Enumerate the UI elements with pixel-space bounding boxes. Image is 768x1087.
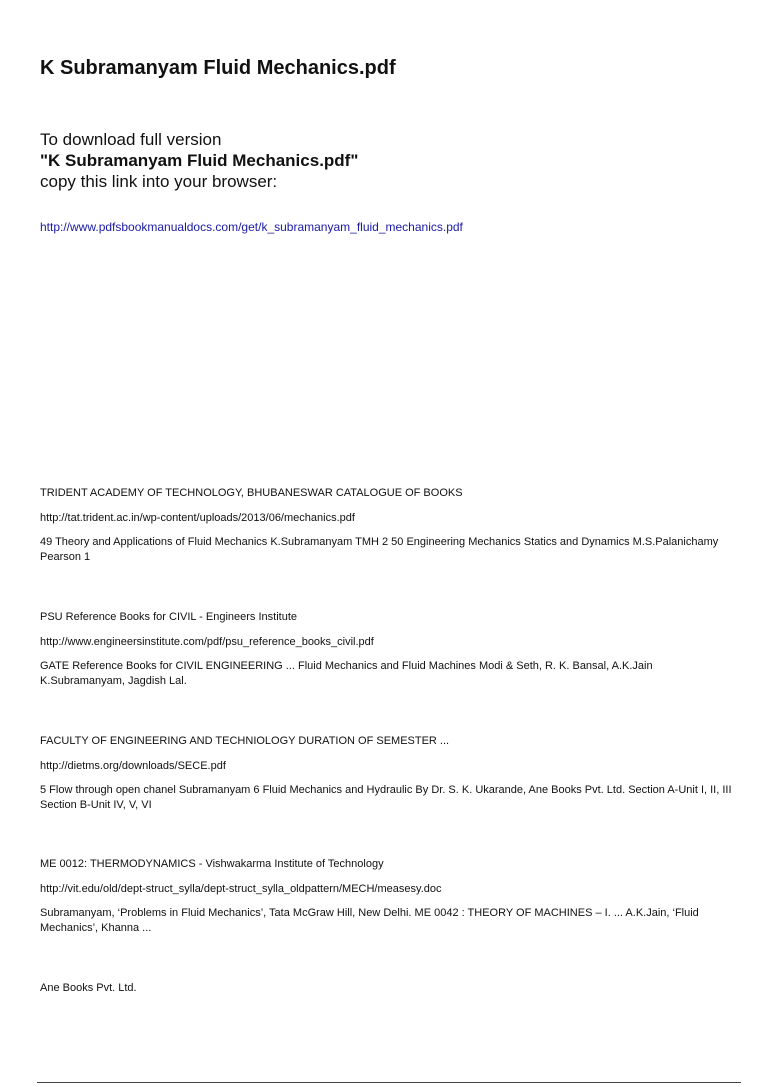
download-link[interactable]: http://www.pdfsbookmanualdocs.com/get/k_subramanyam_fluid_mechanics.pdf (40, 220, 463, 234)
entry-description: 49 Theory and Applications of Fluid Mechanics K.Subramanyam TMH 2 50 Engineering Mechanics Statics and Dynamics M.S.Palanichamy Pearson 1 (40, 536, 719, 563)
page-title: K Subramanyam Fluid Mechanics.pdf (40, 57, 396, 79)
entry-url: http://dietms.org/downloads/SECE.pdf (40, 760, 226, 772)
entry-url: http://tat.trident.ac.in/wp-content/uploads/2013/06/mechanics.pdf (40, 512, 355, 524)
result-entry (40, 486, 740, 565)
entry-title: PSU Reference Books for CIVIL - Engineers Institute (40, 611, 297, 623)
intro-file-name: "K Subramanyam Fluid Mechanics.pdf" (40, 151, 359, 170)
entry-description: Subramanyam, ‘Problems in Fluid Mechanics’, Tata McGraw Hill, New Delhi. ME 0042 : THEORY OF MACHINES – I. ... A.K.Jain, ‘Fluid Mechanics’, Khanna ... (40, 907, 699, 934)
entry-title: ME 0012: THERMODYNAMICS - Vishwakarma Institute of Technology (40, 858, 384, 870)
result-entry (40, 734, 740, 813)
entry-description: GATE Reference Books for CIVIL ENGINEERING ... Fluid Mechanics and Fluid Machines Modi & Seth, R. K. Bansal, A.K.Jain K.Subramanyam, Jagdish Lal. (40, 660, 653, 687)
intro-line: To download full version (40, 130, 222, 149)
entry-url: http://vit.edu/old/dept-struct_sylla/dept-struct_sylla_oldpattern/MECH/measesy.doc (40, 883, 442, 895)
footer-divider (37, 1082, 741, 1083)
result-entry (40, 610, 740, 689)
result-entry (40, 857, 740, 936)
download-instructions (40, 129, 358, 192)
trailing-text: Ane Books Pvt. Ltd. (40, 982, 137, 994)
entry-title: TRIDENT ACADEMY OF TECHNOLOGY, BHUBANESWAR CATALOGUE OF BOOKS (40, 487, 463, 499)
entry-url: http://www.engineersinstitute.com/pdf/psu_reference_books_civil.pdf (40, 636, 374, 648)
entry-description: 5 Flow through open chanel Subramanyam 6 Fluid Mechanics and Hydraulic By Dr. S. K. Ukarande, Ane Books Pvt. Ltd. Section A-Unit I, II, III Section B-Unit IV, V, VI (40, 784, 732, 811)
intro-line: copy this link into your browser: (40, 172, 278, 191)
entry-title: FACULTY OF ENGINEERING AND TECHNIOLOGY DURATION OF SEMESTER ... (40, 735, 450, 747)
